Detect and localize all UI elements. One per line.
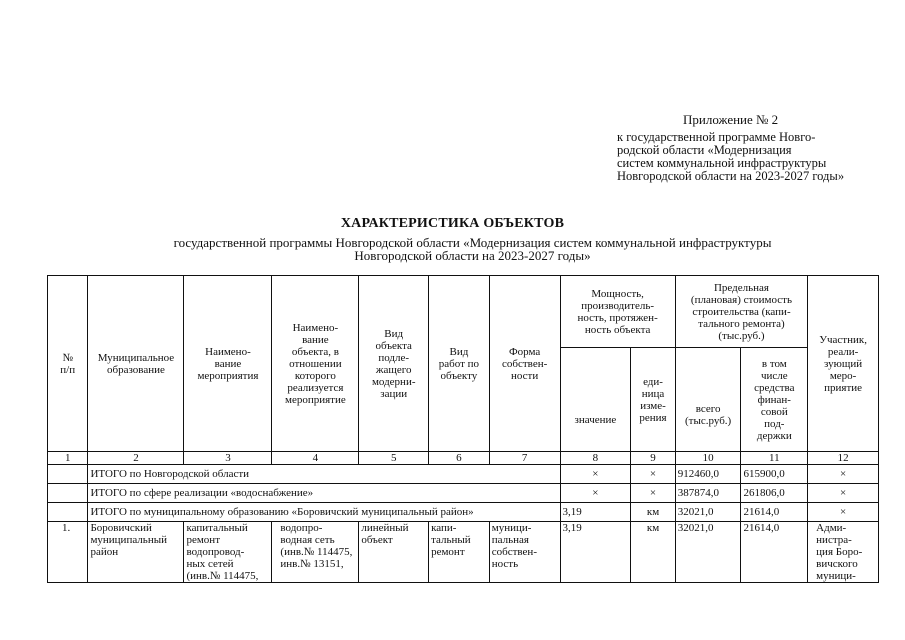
row-object: водопро- водная сеть (инв.№ 114475, инв.№ 13151, [272, 522, 359, 583]
column-number: 11 [741, 452, 808, 465]
appendix-line: систем коммунальной инфраструктуры [617, 156, 827, 170]
column-number: 5 [359, 452, 429, 465]
empty-cell [48, 465, 88, 484]
total-unit: км [631, 503, 675, 522]
header-cell-number: № п/п [48, 276, 88, 452]
total-label: ИТОГО по Новгородской области [88, 465, 560, 484]
header-cell-cost-group: Предельная (плановая) стоимость строительства (капи- тального ремонта) (тыс.руб.) [675, 276, 807, 348]
total-participant: × [808, 484, 879, 503]
row-work-type: капи- тальный ремонт [429, 522, 490, 583]
row-support: 21614,0 [741, 522, 808, 583]
document-title: ХАРАКТЕРИСТИКА ОБЪЕКТОВ [340, 216, 565, 231]
total-row-water-supply [48, 484, 879, 503]
column-number: 3 [184, 452, 272, 465]
objects-table [47, 275, 879, 583]
total-sum: 387874,0 [675, 484, 741, 503]
header-cell-total: всего (тыс.руб.) [675, 348, 741, 452]
total-support: 261806,0 [741, 484, 808, 503]
header-cell-work-type: Вид работ по объекту [429, 276, 490, 452]
total-participant: × [808, 465, 879, 484]
header-cell-value: значение [560, 348, 631, 452]
column-number: 2 [88, 452, 184, 465]
total-row-region [48, 465, 879, 484]
total-unit: × [631, 484, 675, 503]
total-value: 3,19 [560, 503, 631, 522]
column-number: 12 [808, 452, 879, 465]
row-measure: капитальный ремонт водопровод- ных сетей (инв.№ 114475, [184, 522, 272, 583]
row-unit: км [631, 522, 675, 583]
row-ownership: муници- пальная собствен- ность [489, 522, 560, 583]
table-row [48, 522, 879, 583]
column-number: 1 [48, 452, 88, 465]
column-number: 9 [631, 452, 675, 465]
total-participant: × [808, 503, 879, 522]
row-object-type: линейный объект [359, 522, 429, 583]
appendix-subtitle [617, 131, 872, 183]
total-unit: × [631, 465, 675, 484]
total-value: × [560, 465, 631, 484]
total-label: ИТОГО по муниципальному образованию «Боровичский муниципальный район» [88, 503, 560, 522]
header-cell-measure: Наимено- вание мероприятия [184, 276, 272, 452]
column-number: 4 [272, 452, 359, 465]
header-cell-object: Наимено- вание объекта, в отношении которого реализуется мероприятие [272, 276, 359, 452]
total-support: 21614,0 [741, 503, 808, 522]
appendix-line: Новгородской области на 2023-2027 годы» [617, 169, 845, 183]
total-row-municipality [48, 503, 879, 522]
total-value: × [560, 484, 631, 503]
row-municipality: Боровичский муниципальный район [88, 522, 184, 583]
row-participant: Адми- нистра- ция Боро- вичского муници- [808, 522, 879, 583]
column-number: 6 [429, 452, 490, 465]
row-number: 1. [48, 522, 88, 583]
header-cell-support: в том числе средства финан- совой под- держки [741, 348, 808, 452]
header-cell-object-type: Вид объекта подле- жащего модерни- зации [359, 276, 429, 452]
appendix-line: к государственной программе Новго- [617, 130, 816, 144]
document-subtitle [60, 236, 885, 262]
subtitle-line: государственной программы Новгородской области «Модернизация систем коммунальной инфраструктуры [173, 235, 772, 250]
column-number: 10 [675, 452, 741, 465]
total-sum: 32021,0 [675, 503, 741, 522]
total-sum: 912460,0 [675, 465, 741, 484]
row-value: 3,19 [560, 522, 631, 583]
appendix-title: Приложение № 2 [683, 112, 779, 127]
appendix-line: родской области «Модернизация [617, 143, 792, 157]
empty-cell [48, 503, 88, 522]
column-number: 7 [489, 452, 560, 465]
header-cell-ownership: Форма собствен- ности [489, 276, 560, 452]
header-cell-participant: Участник, реали- зующий меро- приятие [808, 276, 879, 452]
total-label: ИТОГО по сфере реализации «водоснабжение» [88, 484, 560, 503]
header-cell-unit: еди- ница изме- рения [631, 348, 675, 452]
column-number: 8 [560, 452, 631, 465]
row-total: 32021,0 [675, 522, 741, 583]
header-cell-municipality: Муниципальное образование [88, 276, 184, 452]
header-cell-capacity-group: Мощность, производитель- ность, протяжен- ность объекта [560, 276, 675, 348]
empty-cell [48, 484, 88, 503]
total-support: 615900,0 [741, 465, 808, 484]
subtitle-line: Новгородской области на 2023-2027 годы» [354, 248, 591, 263]
